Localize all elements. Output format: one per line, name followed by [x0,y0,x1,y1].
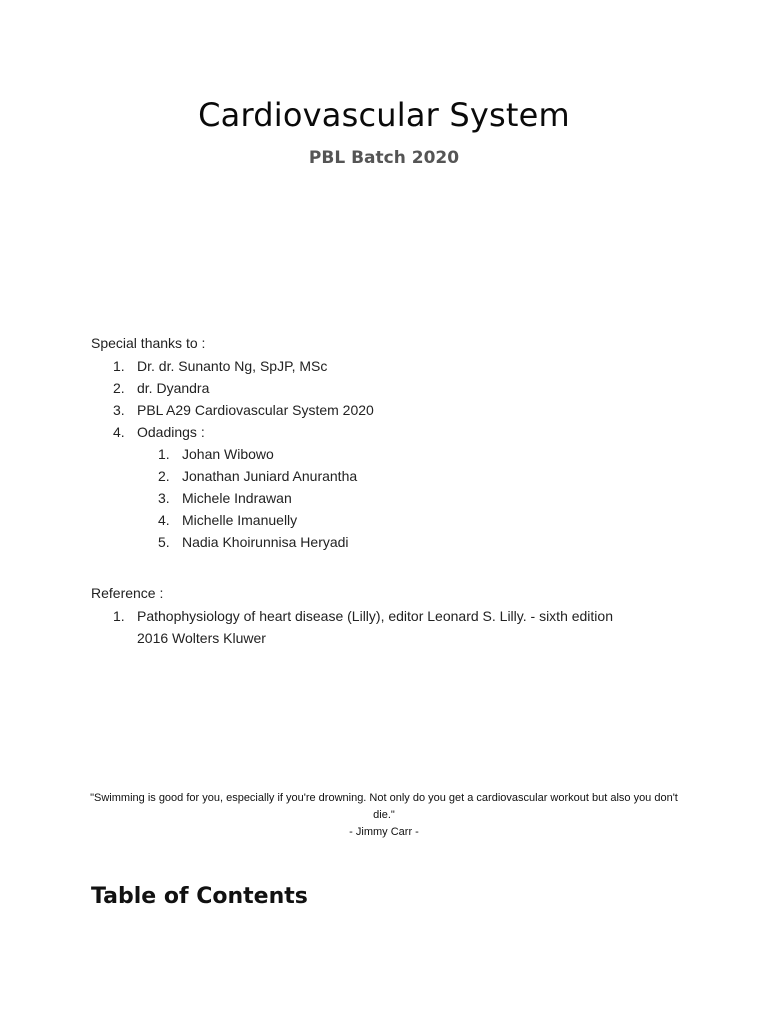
list-item-text: Dr. dr. Sunanto Ng, SpJP, MSc [137,358,328,374]
list-item-text: Jonathan Juniard Anurantha [182,468,358,484]
list-number: 4. [113,424,125,440]
list-item-text: Nadia Khoirunnisa Heryadi [182,534,349,550]
list-item [158,487,357,509]
list-item [158,443,357,465]
list-item [113,377,374,399]
special-thanks-list [113,355,374,443]
table-of-contents-heading: Table of Contents [91,884,308,909]
list-item [158,509,357,531]
quote-text: "Swimming is good for you, especially if you're drowning. Not only do you get a cardiovascular workout but also you don't die." [90,792,678,821]
list-number: 4. [158,512,170,528]
list-item [113,421,374,443]
list-number: 5. [158,534,170,550]
document-title: Cardiovascular System [198,96,570,134]
list-item [158,531,357,553]
list-item-text: Johan Wibowo [182,446,274,462]
list-item-text: Pathophysiology of heart disease (Lilly), editor Leonard S. Lilly. - sixth edition 2016 Wolters Kluwer [137,608,613,646]
list-number: 1. [113,358,125,374]
special-thanks-heading: Special thanks to : [91,335,206,351]
list-item [113,355,374,377]
quote-block [80,790,688,841]
list-item-text: Michelle Imanuelly [182,512,298,528]
list-number: 2. [113,380,125,396]
quote-author: - Jimmy Carr - [349,826,419,838]
list-item [113,399,374,421]
reference-heading: Reference : [91,585,164,601]
list-item-text: PBL A29 Cardiovascular System 2020 [137,402,374,418]
list-item-text: dr. Dyandra [137,380,210,396]
odadings-list [158,443,357,553]
list-item-text: Michele Indrawan [182,490,292,506]
list-item [158,465,357,487]
list-number: 1. [113,608,125,624]
list-item [113,605,633,649]
list-number: 2. [158,468,170,484]
list-item-text: Odadings : [137,424,205,440]
document-subtitle: PBL Batch 2020 [308,148,460,168]
reference-list [113,605,633,649]
list-number: 1. [158,446,170,462]
list-number: 3. [113,402,125,418]
list-number: 3. [158,490,170,506]
